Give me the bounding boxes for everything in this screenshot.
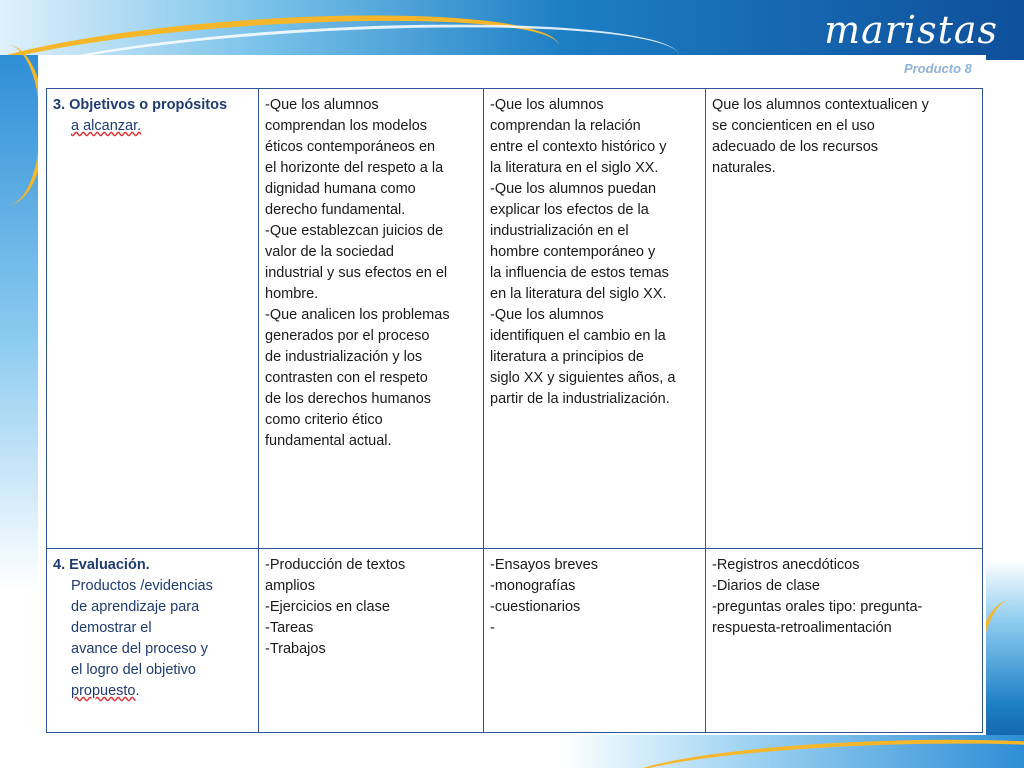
bottom-decor-band <box>560 735 1024 768</box>
row-label-evaluation: 4. Evaluación. Productos /evidencias de aprendizaje para demostrar el avance del proceso y el logro del objetivo propuesto. <box>47 549 259 733</box>
evaluation-cell-2: -Ensayos breves -monografías -cuestionarios - <box>484 549 706 733</box>
objectives-cell-3: Que los alumnos contextualicen y se concienticen en el uso adecuado de los recursos naturales. <box>706 89 983 549</box>
objectives-cell-2: -Que los alumnos comprendan la relación entre el contexto histórico y la literatura en el siglo XX. -Que los alumnos puedan explicar los efectos de la industrialización en el hombre contemporáneo y la influencia de estos temas en la literatura del siglo XX. -Que los alumnos identifiquen el cambio en la literatura a principios de siglo XX y siguientes años, a partir de la industrialización. <box>484 89 706 549</box>
product-label: Producto 8 <box>904 61 972 76</box>
row-title: 4. Evaluación. <box>53 557 150 573</box>
row-label-objectives <box>47 89 259 549</box>
table-row-evaluation <box>47 549 983 733</box>
evaluation-cell-1: -Producción de textos amplios -Ejercicios en clase -Tareas -Trabajos <box>259 549 484 733</box>
objectives-evaluation-table <box>46 88 983 733</box>
maristas-logo: maristas <box>824 8 998 52</box>
objectives-cell-1: -Que los alumnos comprendan los modelos éticos contemporáneos en el horizonte del respeto a la dignidad humana como derecho fundamental. -Que establezcan juicios de valor de la sociedad industrial y sus efectos en el hombre. -Que analicen los problemas generados por el proceso de industrialización y los contrasten con el respeto de los derechos humanos como criterio ético fundamental actual. <box>259 89 484 549</box>
evaluation-cell-3: -Registros anecdóticos -Diarios de clase -preguntas orales tipo: pregunta- respuesta-retroalimentación <box>706 549 983 733</box>
table-row-objectives <box>47 89 983 549</box>
left-decor-band <box>0 55 38 768</box>
row-subtitle: a alcanzar. <box>71 118 142 134</box>
row-title: 3. Objetivos o propósitos <box>53 97 228 113</box>
